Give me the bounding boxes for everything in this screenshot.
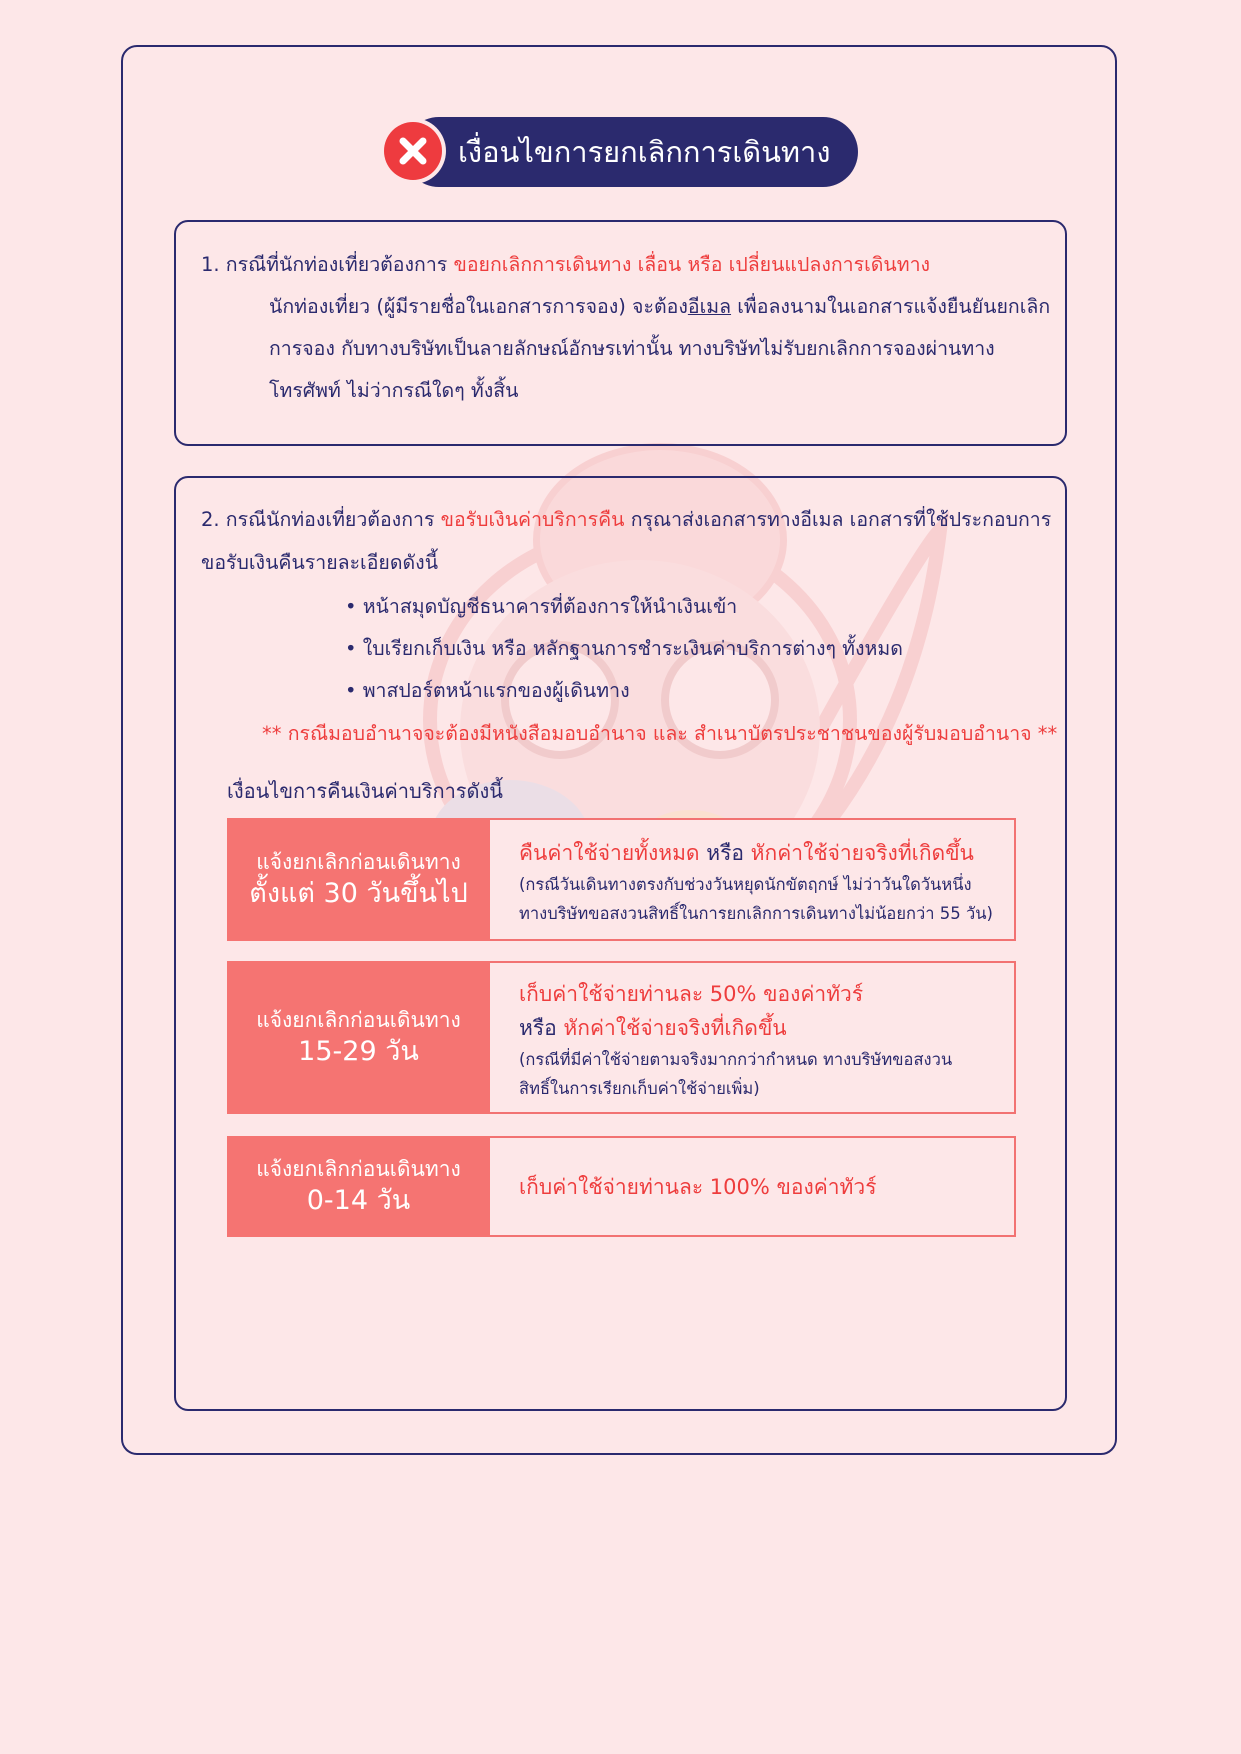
section2-heading — [201, 507, 1051, 533]
refund-conditions-heading: เงื่อนไขการคืนเงินค่าบริการดังนี้ — [227, 779, 503, 803]
page-title: เงื่อนไขการยกเลิกการเดินทาง — [458, 135, 831, 169]
refund-row-15-29-days — [227, 961, 1016, 1114]
terms-sub-2: ทางบริษัทขอสงวนสิทธิ์ในการยกเลิกการเดินทางไม่น้อยกว่า 55 วัน) — [519, 904, 993, 923]
terms-or: หรือ — [699, 841, 751, 865]
section1-line2-text: นักท่องเที่ยว (ผู้มีรายชื่อในเอกสารการจอง) จะต้อง — [269, 295, 688, 318]
email-link[interactable]: อีเมล — [687, 295, 732, 318]
section1-line3: การจอง กับทางบริษัทเป็นลายลักษณ์อักษรเท่านั้น ทางบริษัทไม่รับยกเลิกการจองผ่านทาง — [269, 337, 995, 360]
power-of-attorney-note: ** กรณีมอบอำนาจจะต้องมีหนังสือมอบอำนาจ และ สำเนาบัตรประชาชนของผู้รับมอบอำนาจ ** — [262, 722, 1058, 745]
period-value: ตั้งแต่ 30 วันขึ้นไป — [249, 877, 468, 909]
terms-main-2: หักค่าใช้จ่ายจริงที่เกิดขึ้น — [750, 841, 974, 865]
period-label: แจ้งยกเลิกก่อนเดินทาง — [256, 849, 461, 874]
terms-main-1: เก็บค่าใช้จ่ายท่านละ 100% ของค่าทัวร์ — [519, 1175, 877, 1199]
terms-sub-2: สิทธิ์ในการเรียกเก็บค่าใช้จ่ายเพิ่ม) — [519, 1079, 760, 1098]
refund-row-period — [227, 961, 490, 1114]
refund-row-terms — [519, 836, 993, 928]
refund-row-period — [227, 818, 490, 941]
refund-doc-item: • ใบเรียกเก็บเงิน หรือ หลักฐานการชำระเงินค่าบริการต่างๆ ทั้งหมด — [345, 637, 903, 660]
section1-line4: โทรศัพท์ ไม่ว่ากรณีใดๆ ทั้งสิ้น — [269, 379, 519, 402]
section1-highlight: ขอยกเลิกการเดินทาง เลื่อน หรือ เปลี่ยนแปลงการเดินทาง — [453, 253, 931, 276]
refund-row-30-days — [227, 818, 1016, 941]
terms-sub-1: (กรณีที่มีค่าใช้จ่ายตามจริงมากกว่ากำหนด ทางบริษัทขอสงวน — [519, 1050, 953, 1069]
refund-row-terms — [519, 977, 952, 1103]
section2-line2: ขอรับเงินคืนรายละเอียดดังนี้ — [201, 551, 439, 574]
period-value: 0-14 วัน — [306, 1184, 411, 1216]
terms-sub-1: (กรณีวันเดินทางตรงกับช่วงวันหยุดนักขัตฤกษ์ ไม่ว่าวันใดวันหนึ่ง — [519, 875, 972, 894]
section2-lead: 2. กรณีนักท่องเที่ยวต้องการ — [201, 508, 441, 531]
period-value: 15-29 วัน — [298, 1035, 419, 1067]
section1-heading — [201, 252, 930, 278]
terms-or: หรือ — [519, 1016, 564, 1040]
refund-doc-item: • พาสปอร์ตหน้าแรกของผู้เดินทาง — [345, 679, 630, 702]
section2-highlight: ขอรับเงินค่าบริการคืน — [440, 508, 625, 531]
section1-line2 — [269, 294, 1050, 320]
terms-main-2: หักค่าใช้จ่ายจริงที่เกิดขึ้น — [563, 1016, 787, 1040]
refund-row-terms — [519, 1170, 876, 1204]
period-label: แจ้งยกเลิกก่อนเดินทาง — [256, 1156, 461, 1181]
terms-main-1: เก็บค่าใช้จ่ายท่านละ 50% ของค่าทัวร์ — [519, 982, 864, 1006]
refund-row-0-14-days — [227, 1136, 1016, 1237]
terms-main-1: คืนค่าใช้จ่ายทั้งหมด — [519, 841, 700, 865]
section2-rest: กรุณาส่งเอกสารทางอีเมล เอกสารที่ใช้ประกอบการ — [624, 508, 1052, 531]
period-label: แจ้งยกเลิกก่อนเดินทาง — [256, 1007, 461, 1032]
section1-lead: 1. กรณีที่นักท่องเที่ยวต้องการ — [201, 253, 454, 276]
section1-line2-text-end: เพื่อลงนามในเอกสารแจ้งยืนยันยกเลิก — [731, 295, 1051, 318]
refund-doc-item: • หน้าสมุดบัญชีธนาคารที่ต้องการให้นำเงินเข้า — [345, 595, 738, 618]
refund-row-period — [227, 1136, 490, 1237]
close-x-icon — [384, 122, 442, 180]
